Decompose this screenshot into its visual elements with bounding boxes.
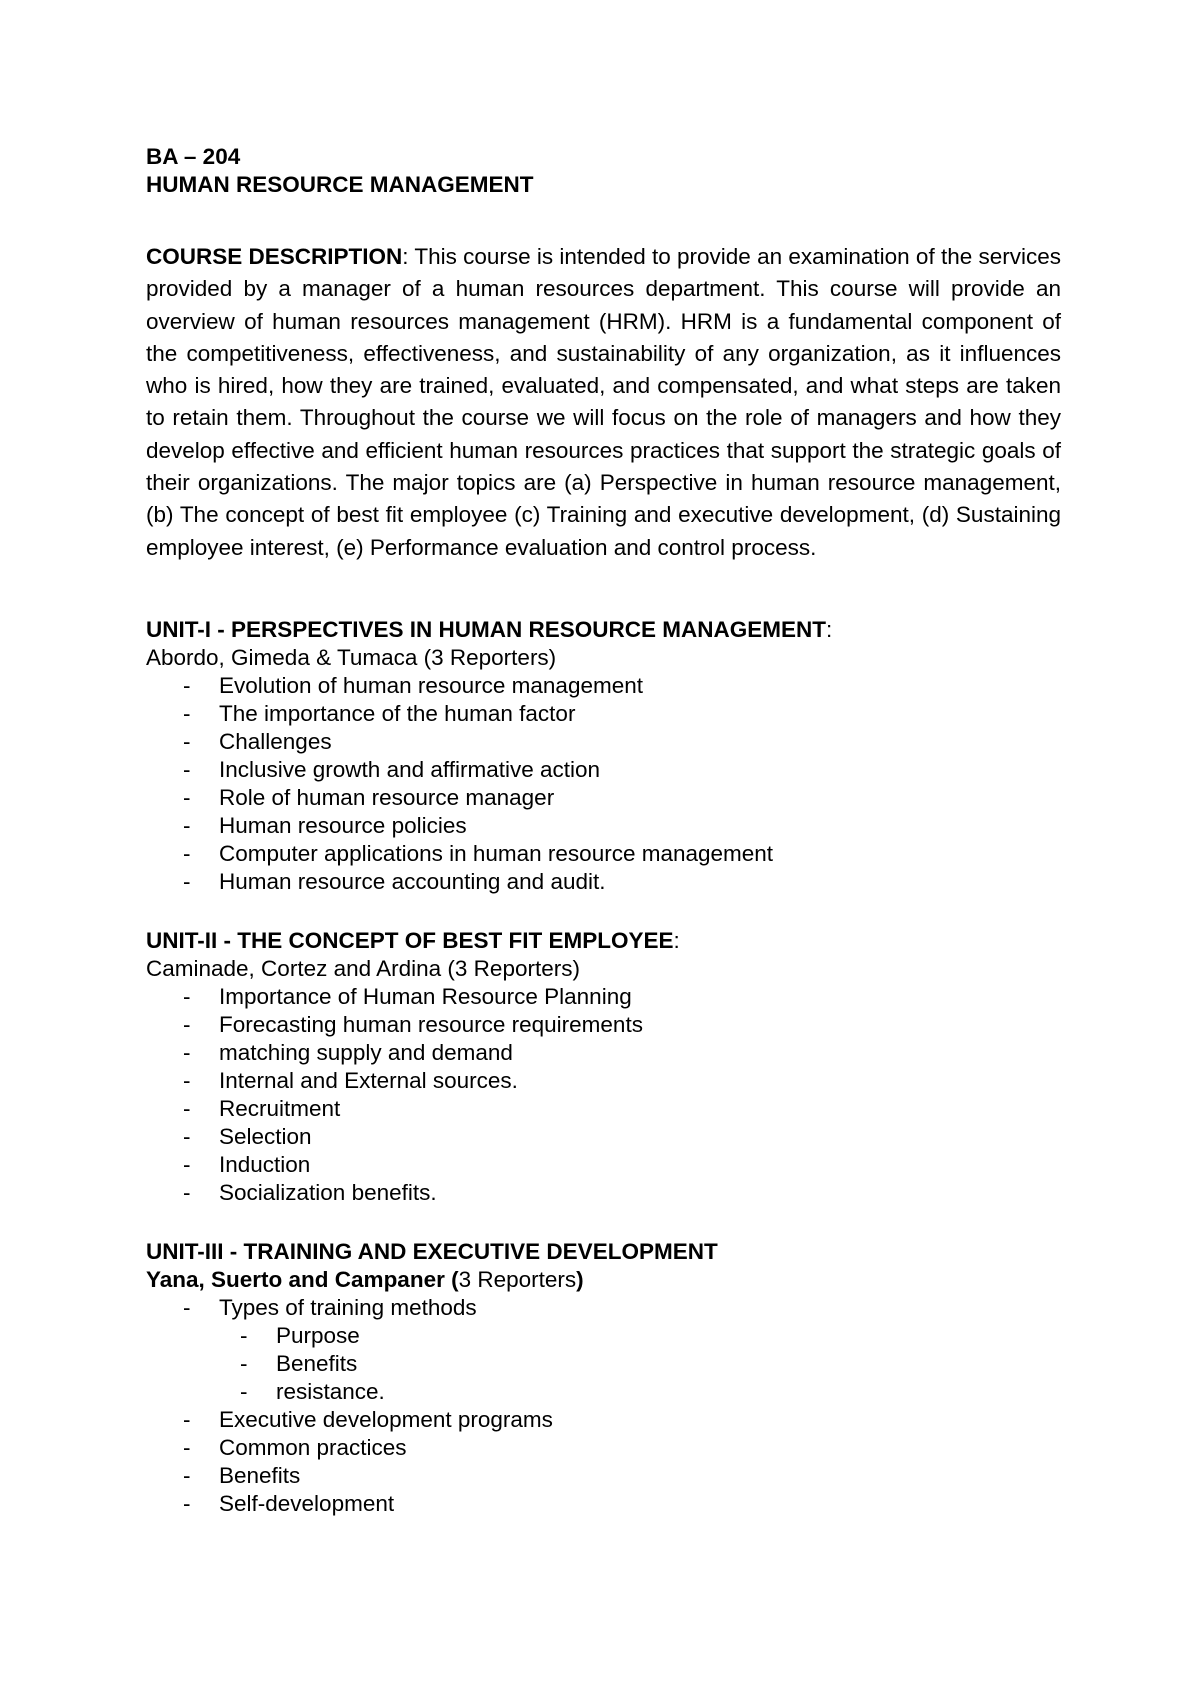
sub-list-item [219,1350,1061,1378]
bullet-dash: - [183,983,191,1009]
course-description [146,241,1061,564]
list-item [146,812,1061,840]
list-item [146,1151,1061,1179]
topic-text: matching supply and demand [219,1039,513,1065]
bullet-dash: - [183,1490,191,1516]
unit-3-subtopic-list [219,1322,1061,1406]
bullet-dash: - [183,672,191,698]
bullet-dash: - [183,1434,191,1460]
bullet-dash: - [183,840,191,866]
unit-2-title-colon: : [673,927,680,953]
topic-text: Evolution of human resource management [219,672,643,698]
course-title: HUMAN RESOURCE MANAGEMENT [146,172,534,197]
unit-2-title-text: UNIT-II - THE CONCEPT OF BEST FIT EMPLOYEE [146,927,674,953]
topic-text: Recruitment [219,1095,341,1121]
bullet-dash: - [240,1322,248,1348]
bullet-dash: - [183,1151,191,1177]
bullet-dash: - [240,1350,248,1376]
bullet-dash: - [183,1095,191,1121]
bullet-dash: - [183,700,191,726]
topic-text: Socialization benefits. [219,1179,437,1205]
topic-text: Forecasting human resource requirements [219,1011,643,1037]
list-item [146,1406,1061,1434]
topic-text: Human resource accounting and audit. [219,868,606,894]
unit-3-paren-close: ) [576,1266,584,1292]
sub-list-item [219,1378,1061,1406]
unit-3-title: UNIT-III - TRAINING AND EXECUTIVE DEVELOPMENT [146,1238,718,1264]
bullet-dash: - [183,1067,191,1093]
unit-1 [146,616,1061,896]
unit-1-reporters: Abordo, Gimeda & Tumaca (3 Reporters) [146,644,557,670]
topic-text: Human resource policies [219,812,467,838]
bullet-dash: - [183,728,191,754]
subtopic-text: resistance. [276,1378,385,1404]
bullet-dash: - [183,1039,191,1065]
topic-text: Internal and External sources. [219,1067,518,1093]
unit-2-topic-list [146,983,1061,1207]
list-item [146,1123,1061,1151]
course-description-text: : This course is intended to provide an examination of the services provided by a manager of a human resources department. This course will provide an overview of human resources management (HRM). HRM is a fundamental component of the competitiveness, effectiveness, and sustainability of any organization, as it influences who is hired, how they are trained, evaluated, and compensated, and what steps are taken to retain them. Throughout the course we will focus on the role of managers and how they develop effective and efficient human resources practices that support the strategic goals of their organizations. The major topics are (a) Perspective in human resource management, (b) The concept of best fit employee (c) Training and executive development, (d) Sustaining employee interest, (e) Performance evaluation and control process. [146,244,1061,560]
bullet-dash: - [183,784,191,810]
list-item [146,1490,1061,1518]
list-item [146,1462,1061,1490]
unit-2-reporters: Caminade, Cortez and Ardina (3 Reporters) [146,955,580,981]
topic-text: Common practices [219,1434,407,1460]
topic-text: Computer applications in human resource management [219,840,774,866]
list-item [146,1294,1061,1406]
topic-text: Importance of Human Resource Planning [219,983,632,1009]
unit-2 [146,927,1061,1207]
subtopic-text: Benefits [276,1350,358,1376]
list-item [146,756,1061,784]
topic-text: Types of training methods [219,1294,477,1320]
list-item [146,1039,1061,1067]
topic-text: Induction [219,1151,311,1177]
unit-1-title-text: UNIT-I - PERSPECTIVES IN HUMAN RESOURCE MANAGEMENT [146,616,827,642]
list-item [146,868,1061,896]
unit-3-topic-list [146,1294,1061,1518]
unit-1-title [146,616,1061,644]
bullet-dash: - [183,812,191,838]
list-item [146,672,1061,700]
unit-3 [146,1238,1061,1518]
list-item [146,983,1061,1011]
bullet-dash: - [183,1179,191,1205]
unit-3-reporter-count: 3 Reporters [458,1266,577,1292]
topic-text: Challenges [219,728,332,754]
bullet-dash: - [183,1123,191,1149]
bullet-dash: - [183,1462,191,1488]
unit-1-title-colon: : [826,616,833,642]
course-description-label: COURSE DESCRIPTION [146,244,403,269]
unit-3-reporters [146,1266,1061,1294]
list-item [146,1179,1061,1207]
list-item [146,1067,1061,1095]
sub-list-item [219,1322,1061,1350]
topic-text: Self-development [219,1490,395,1516]
bullet-dash: - [240,1378,248,1404]
bullet-dash: - [183,1011,191,1037]
topic-text: Executive development programs [219,1406,553,1432]
subtopic-text: Purpose [276,1322,360,1348]
topic-text: Selection [219,1123,312,1149]
unit-3-paren-open: ( [444,1266,459,1292]
bullet-dash: - [183,868,191,894]
unit-1-topic-list [146,672,1061,896]
list-item [146,1011,1061,1039]
topic-text: Inclusive growth and affirmative action [219,756,601,782]
unit-2-title [146,927,1061,955]
bullet-dash: - [183,1294,191,1320]
list-item [146,840,1061,868]
document-content [146,143,1061,1518]
topic-text: Benefits [219,1462,301,1488]
list-item [146,784,1061,812]
list-item [146,1095,1061,1123]
course-code: BA – 204 [146,144,241,169]
list-item [146,700,1061,728]
topic-text: The importance of the human factor [219,700,576,726]
bullet-dash: - [183,1406,191,1432]
list-item [146,1434,1061,1462]
unit-3-reporter-names: Yana, Suerto and Campaner [146,1266,445,1292]
topic-text: Role of human resource manager [219,784,555,810]
bullet-dash: - [183,756,191,782]
list-item [146,728,1061,756]
